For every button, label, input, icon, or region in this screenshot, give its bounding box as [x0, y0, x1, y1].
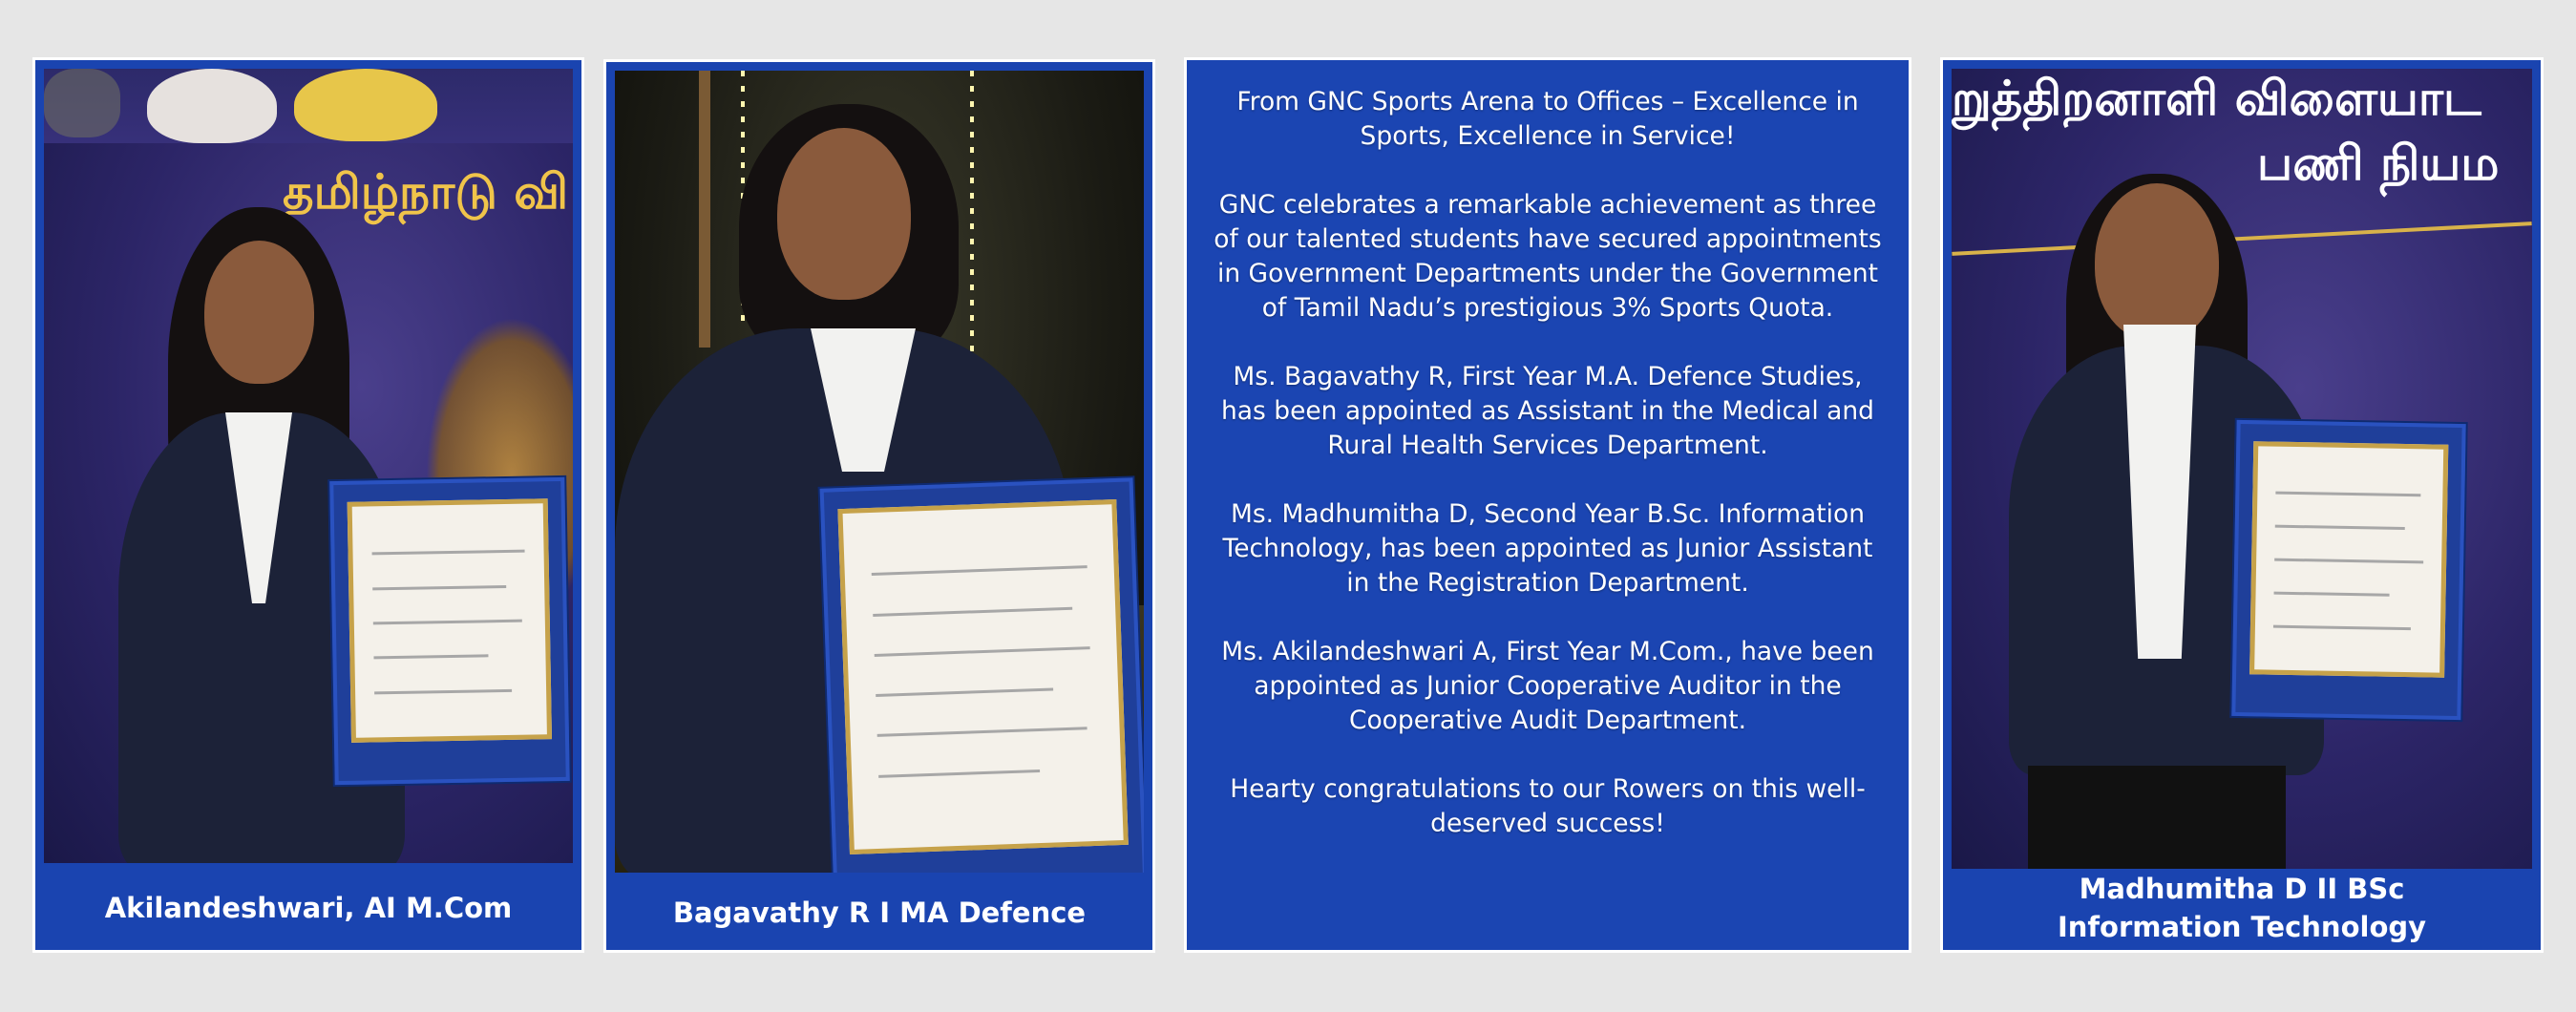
profile-card-madhumitha [1940, 57, 2544, 953]
profile-photo-akilandeshwari [44, 69, 573, 863]
profile-photo-madhumitha [1952, 69, 2532, 869]
appointment-certificate [2231, 420, 2465, 720]
announcement-heading: From GNC Sports Arena to Offices – Excellence in Sports, Excellence in Service! [1236, 87, 1859, 151]
announcement-card [1184, 57, 1911, 953]
banner-text-line2: பணி நியம [2257, 136, 2500, 191]
profile-card-akilandeshwari [32, 57, 584, 953]
closing-message: Hearty congratulations to our Rowers on this well-deserved success! [1230, 774, 1866, 838]
profile-photo-bagavathy [615, 71, 1144, 873]
caption-text: Bagavathy R I MA Defence [672, 896, 1087, 929]
appointment-certificate [329, 477, 570, 785]
appointment-certificate [820, 477, 1144, 873]
caption-text-line2: Information Technology [2057, 911, 2427, 943]
appointment-bagavathy: Ms. Bagavathy R, First Year M.A. Defence Studies, has been appointed as Assistant in the Medical and Rural Health Services Department. [1220, 362, 1875, 460]
profile-card-bagavathy [603, 59, 1155, 953]
profile-caption [35, 866, 581, 950]
appointment-madhumitha: Ms. Madhumitha D, Second Year B.Sc. Information Technology, has been appointed as Junior Assistant in the Registration Department. [1222, 499, 1873, 598]
caption-text-line1: Madhumitha D II BSc [2079, 873, 2405, 905]
banner-text: தமிழ்நாடு வி [283, 164, 569, 220]
profile-caption [606, 875, 1152, 950]
banner-text-line1: றுத்திறனாளி விளையாட [1952, 71, 2481, 126]
announcement-intro: GNC celebrates a remarkable achievement as three of our talented students have secured appointments in Government Departments under the Government of Tamil Nadu’s prestigious 3% Sports Quota. [1214, 190, 1882, 323]
profile-caption [1943, 866, 2541, 950]
caption-text: Akilandeshwari, AI M.Com [104, 892, 513, 924]
appointment-akilandeshwari: Ms. Akilandeshwari A, First Year M.Com., have been appointed as Junior Cooperative Auditor in the Cooperative Audit Department. [1221, 637, 1874, 735]
